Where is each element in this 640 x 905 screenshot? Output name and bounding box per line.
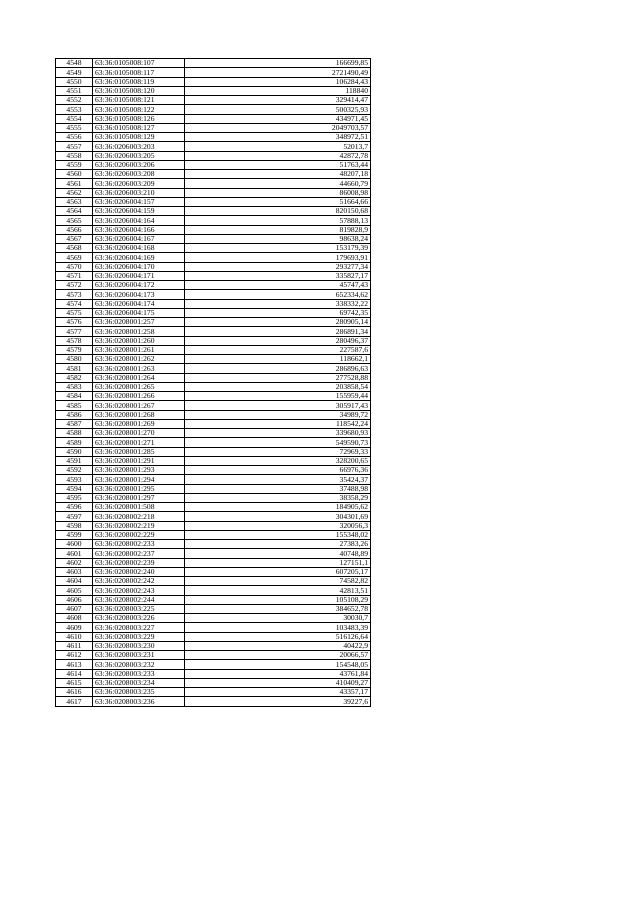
cadastral-number-cell: 63:36:0208001:262 bbox=[93, 355, 185, 364]
cadastral-number-cell: 63:36:0206004:175 bbox=[93, 308, 185, 317]
table-row bbox=[56, 299, 371, 308]
row-number-cell: 4575 bbox=[56, 308, 93, 317]
table-row bbox=[56, 401, 371, 410]
row-number-cell: 4566 bbox=[56, 225, 93, 234]
table-row bbox=[56, 160, 371, 169]
row-number-cell: 4551 bbox=[56, 86, 93, 95]
value-cell: 127151,1 bbox=[185, 558, 371, 567]
row-number-cell: 4599 bbox=[56, 530, 93, 539]
row-number-cell: 4565 bbox=[56, 216, 93, 225]
table-row bbox=[56, 493, 371, 502]
cadastral-number-cell: 63:36:0206003:208 bbox=[93, 170, 185, 179]
value-cell: 42813,51 bbox=[185, 586, 371, 595]
row-number-cell: 4592 bbox=[56, 466, 93, 475]
cadastral-number-cell: 63:36:0105008:120 bbox=[93, 86, 185, 95]
table-row bbox=[56, 123, 371, 132]
row-number-cell: 4606 bbox=[56, 595, 93, 604]
value-cell: 434971,45 bbox=[185, 114, 371, 123]
cadastral-number-cell: 63:36:0208001:266 bbox=[93, 392, 185, 401]
table-row bbox=[56, 133, 371, 142]
table-row bbox=[56, 651, 371, 660]
row-number-cell: 4574 bbox=[56, 299, 93, 308]
cadastral-number-cell: 63:36:0206004:167 bbox=[93, 234, 185, 243]
cadastral-number-cell: 63:36:0206003:210 bbox=[93, 188, 185, 197]
table-row bbox=[56, 373, 371, 382]
table-row bbox=[56, 207, 371, 216]
value-cell: 227587,6 bbox=[185, 345, 371, 354]
value-cell: 2049703,57 bbox=[185, 123, 371, 132]
cadastral-number-cell: 63:36:0208001:297 bbox=[93, 493, 185, 502]
row-number-cell: 4615 bbox=[56, 678, 93, 687]
cadastral-number-cell: 63:36:0208003:236 bbox=[93, 697, 185, 706]
row-number-cell: 4601 bbox=[56, 549, 93, 558]
value-cell: 106284,43 bbox=[185, 77, 371, 86]
row-number-cell: 4552 bbox=[56, 96, 93, 105]
table-row bbox=[56, 308, 371, 317]
value-cell: 42872,78 bbox=[185, 151, 371, 160]
row-number-cell: 4608 bbox=[56, 614, 93, 623]
cadastral-number-cell: 63:36:0208001:268 bbox=[93, 410, 185, 419]
cadastral-number-cell: 63:36:0208003:231 bbox=[93, 651, 185, 660]
row-number-cell: 4555 bbox=[56, 123, 93, 132]
row-number-cell: 4596 bbox=[56, 503, 93, 512]
row-number-cell: 4569 bbox=[56, 253, 93, 262]
table-row bbox=[56, 614, 371, 623]
table-row bbox=[56, 604, 371, 613]
row-number-cell: 4584 bbox=[56, 392, 93, 401]
table-row bbox=[56, 114, 371, 123]
table-row bbox=[56, 558, 371, 567]
cadastral-value-table bbox=[55, 58, 371, 707]
table-row bbox=[56, 484, 371, 493]
value-cell: 286891,34 bbox=[185, 327, 371, 336]
table-row bbox=[56, 586, 371, 595]
table-row bbox=[56, 456, 371, 465]
row-number-cell: 4583 bbox=[56, 382, 93, 391]
cadastral-number-cell: 63:36:0208003:235 bbox=[93, 688, 185, 697]
value-cell: 339680,93 bbox=[185, 429, 371, 438]
row-number-cell: 4548 bbox=[56, 59, 93, 68]
value-cell: 37488,98 bbox=[185, 484, 371, 493]
row-number-cell: 4611 bbox=[56, 641, 93, 650]
table-body bbox=[56, 59, 371, 707]
row-number-cell: 4556 bbox=[56, 133, 93, 142]
cadastral-number-cell: 63:36:0208003:230 bbox=[93, 641, 185, 650]
table-row bbox=[56, 234, 371, 243]
cadastral-number-cell: 63:36:0206004:173 bbox=[93, 290, 185, 299]
value-cell: 153179,39 bbox=[185, 244, 371, 253]
cadastral-number-cell: 63:36:0105008:122 bbox=[93, 105, 185, 114]
table-row bbox=[56, 68, 371, 77]
table-row bbox=[56, 216, 371, 225]
value-cell: 43761,84 bbox=[185, 669, 371, 678]
value-cell: 35424,37 bbox=[185, 475, 371, 484]
row-number-cell: 4594 bbox=[56, 484, 93, 493]
value-cell: 819828,9 bbox=[185, 225, 371, 234]
value-cell: 329414,47 bbox=[185, 96, 371, 105]
row-number-cell: 4597 bbox=[56, 512, 93, 521]
row-number-cell: 4609 bbox=[56, 623, 93, 632]
table-row bbox=[56, 179, 371, 188]
value-cell: 184905,62 bbox=[185, 503, 371, 512]
value-cell: 293277,34 bbox=[185, 262, 371, 271]
value-cell: 45747,43 bbox=[185, 281, 371, 290]
cadastral-number-cell: 63:36:0208001:260 bbox=[93, 336, 185, 345]
cadastral-number-cell: 63:36:0208002:240 bbox=[93, 567, 185, 576]
cadastral-number-cell: 63:36:0208003:234 bbox=[93, 678, 185, 687]
value-cell: 516126,64 bbox=[185, 632, 371, 641]
table-row bbox=[56, 262, 371, 271]
cadastral-number-cell: 63:36:0105008:126 bbox=[93, 114, 185, 123]
value-cell: 118662,1 bbox=[185, 355, 371, 364]
row-number-cell: 4603 bbox=[56, 567, 93, 576]
row-number-cell: 4585 bbox=[56, 401, 93, 410]
cadastral-number-cell: 63:36:0208003:227 bbox=[93, 623, 185, 632]
row-number-cell: 4589 bbox=[56, 438, 93, 447]
value-cell: 34989,72 bbox=[185, 410, 371, 419]
row-number-cell: 4586 bbox=[56, 410, 93, 419]
cadastral-number-cell: 63:36:0206004:169 bbox=[93, 253, 185, 262]
cadastral-number-cell: 63:36:0105008:121 bbox=[93, 96, 185, 105]
cadastral-number-cell: 63:36:0206004:174 bbox=[93, 299, 185, 308]
row-number-cell: 4616 bbox=[56, 688, 93, 697]
value-cell: 51664,66 bbox=[185, 197, 371, 206]
table-row bbox=[56, 660, 371, 669]
row-number-cell: 4587 bbox=[56, 419, 93, 428]
row-number-cell: 4577 bbox=[56, 327, 93, 336]
value-cell: 166699,85 bbox=[185, 59, 371, 68]
row-number-cell: 4590 bbox=[56, 447, 93, 456]
table-row bbox=[56, 577, 371, 586]
table-row bbox=[56, 429, 371, 438]
cadastral-number-cell: 63:36:0208003:232 bbox=[93, 660, 185, 669]
value-cell: 20066,57 bbox=[185, 651, 371, 660]
value-cell: 348972,51 bbox=[185, 133, 371, 142]
value-cell: 335827,17 bbox=[185, 271, 371, 280]
row-number-cell: 4593 bbox=[56, 475, 93, 484]
value-cell: 607205,17 bbox=[185, 567, 371, 576]
table-row bbox=[56, 392, 371, 401]
table-row bbox=[56, 466, 371, 475]
table-row bbox=[56, 336, 371, 345]
table-row bbox=[56, 475, 371, 484]
value-cell: 48207,18 bbox=[185, 170, 371, 179]
value-cell: 280905,14 bbox=[185, 318, 371, 327]
value-cell: 410409,27 bbox=[185, 678, 371, 687]
cadastral-number-cell: 63:36:0208001:293 bbox=[93, 466, 185, 475]
table-row bbox=[56, 105, 371, 114]
cadastral-number-cell: 63:36:0208001:270 bbox=[93, 429, 185, 438]
value-cell: 57888,13 bbox=[185, 216, 371, 225]
row-number-cell: 4612 bbox=[56, 651, 93, 660]
cadastral-number-cell: 63:36:0105008:119 bbox=[93, 77, 185, 86]
value-cell: 38358,29 bbox=[185, 493, 371, 502]
value-cell: 2721490,49 bbox=[185, 68, 371, 77]
table-row bbox=[56, 419, 371, 428]
cadastral-number-cell: 63:36:0208002:239 bbox=[93, 558, 185, 567]
cadastral-number-cell: 63:36:0208002:243 bbox=[93, 586, 185, 595]
table-row bbox=[56, 595, 371, 604]
value-cell: 43357,17 bbox=[185, 688, 371, 697]
row-number-cell: 4562 bbox=[56, 188, 93, 197]
value-cell: 652334,62 bbox=[185, 290, 371, 299]
table-row bbox=[56, 151, 371, 160]
row-number-cell: 4617 bbox=[56, 697, 93, 706]
cadastral-number-cell: 63:36:0208001:271 bbox=[93, 438, 185, 447]
value-cell: 44660,79 bbox=[185, 179, 371, 188]
cadastral-number-cell: 63:36:0206004:159 bbox=[93, 207, 185, 216]
table-row bbox=[56, 290, 371, 299]
table-row bbox=[56, 327, 371, 336]
value-cell: 103483,39 bbox=[185, 623, 371, 632]
value-cell: 154548,05 bbox=[185, 660, 371, 669]
cadastral-number-cell: 63:36:0208001:258 bbox=[93, 327, 185, 336]
row-number-cell: 4605 bbox=[56, 586, 93, 595]
value-cell: 549590,73 bbox=[185, 438, 371, 447]
table-row bbox=[56, 244, 371, 253]
row-number-cell: 4610 bbox=[56, 632, 93, 641]
value-cell: 304301,69 bbox=[185, 512, 371, 521]
value-cell: 27383,26 bbox=[185, 540, 371, 549]
row-number-cell: 4553 bbox=[56, 105, 93, 114]
value-cell: 384652,78 bbox=[185, 604, 371, 613]
cadastral-number-cell: 63:36:0206003:203 bbox=[93, 142, 185, 151]
value-cell: 39227,6 bbox=[185, 697, 371, 706]
table-row bbox=[56, 355, 371, 364]
value-cell: 155348,02 bbox=[185, 530, 371, 539]
value-cell: 277528,88 bbox=[185, 373, 371, 382]
value-cell: 280496,37 bbox=[185, 336, 371, 345]
row-number-cell: 4600 bbox=[56, 540, 93, 549]
table-row bbox=[56, 197, 371, 206]
value-cell: 338332,22 bbox=[185, 299, 371, 308]
cadastral-number-cell: 63:36:0206004:164 bbox=[93, 216, 185, 225]
value-cell: 500325,93 bbox=[185, 105, 371, 114]
row-number-cell: 4595 bbox=[56, 493, 93, 502]
table-row bbox=[56, 447, 371, 456]
row-number-cell: 4571 bbox=[56, 271, 93, 280]
value-cell: 52013,7 bbox=[185, 142, 371, 151]
row-number-cell: 4564 bbox=[56, 207, 93, 216]
row-number-cell: 4570 bbox=[56, 262, 93, 271]
value-cell: 72969,33 bbox=[185, 447, 371, 456]
row-number-cell: 4573 bbox=[56, 290, 93, 299]
value-cell: 328200,65 bbox=[185, 456, 371, 465]
row-number-cell: 4598 bbox=[56, 521, 93, 530]
row-number-cell: 4557 bbox=[56, 142, 93, 151]
table-row bbox=[56, 512, 371, 521]
table-row bbox=[56, 188, 371, 197]
table-row bbox=[56, 170, 371, 179]
row-number-cell: 4591 bbox=[56, 456, 93, 465]
row-number-cell: 4604 bbox=[56, 577, 93, 586]
cadastral-number-cell: 63:36:0206004:157 bbox=[93, 197, 185, 206]
cadastral-number-cell: 63:36:0208001:257 bbox=[93, 318, 185, 327]
cadastral-number-cell: 63:36:0206003:209 bbox=[93, 179, 185, 188]
cadastral-number-cell: 63:36:0208001:261 bbox=[93, 345, 185, 354]
row-number-cell: 4572 bbox=[56, 281, 93, 290]
row-number-cell: 4559 bbox=[56, 160, 93, 169]
table-row bbox=[56, 142, 371, 151]
cadastral-number-cell: 63:36:0208003:233 bbox=[93, 669, 185, 678]
row-number-cell: 4568 bbox=[56, 244, 93, 253]
value-cell: 118542,24 bbox=[185, 419, 371, 428]
cadastral-number-cell: 63:36:0208001:285 bbox=[93, 447, 185, 456]
row-number-cell: 4607 bbox=[56, 604, 93, 613]
value-cell: 305917,43 bbox=[185, 401, 371, 410]
value-cell: 74582,82 bbox=[185, 577, 371, 586]
cadastral-number-cell: 63:36:0208002:218 bbox=[93, 512, 185, 521]
table-row bbox=[56, 688, 371, 697]
table-row bbox=[56, 59, 371, 68]
table-row bbox=[56, 225, 371, 234]
table-row bbox=[56, 632, 371, 641]
cadastral-number-cell: 63:36:0208002:219 bbox=[93, 521, 185, 530]
table-row bbox=[56, 77, 371, 86]
row-number-cell: 4561 bbox=[56, 179, 93, 188]
value-cell: 98638,24 bbox=[185, 234, 371, 243]
table-row bbox=[56, 364, 371, 373]
table-row bbox=[56, 345, 371, 354]
table-row bbox=[56, 503, 371, 512]
cadastral-number-cell: 63:36:0208001:269 bbox=[93, 419, 185, 428]
table-row bbox=[56, 318, 371, 327]
value-cell: 179693,91 bbox=[185, 253, 371, 262]
cadastral-number-cell: 63:36:0206003:205 bbox=[93, 151, 185, 160]
cadastral-number-cell: 63:36:0208003:229 bbox=[93, 632, 185, 641]
row-number-cell: 4560 bbox=[56, 170, 93, 179]
cadastral-number-cell: 63:36:0208001:263 bbox=[93, 364, 185, 373]
cadastral-number-cell: 63:36:0206004:168 bbox=[93, 244, 185, 253]
value-cell: 320056,3 bbox=[185, 521, 371, 530]
table-row bbox=[56, 669, 371, 678]
value-cell: 820150,68 bbox=[185, 207, 371, 216]
table-row bbox=[56, 281, 371, 290]
cadastral-number-cell: 63:36:0206004:172 bbox=[93, 281, 185, 290]
row-number-cell: 4558 bbox=[56, 151, 93, 160]
value-cell: 40748,89 bbox=[185, 549, 371, 558]
row-number-cell: 4602 bbox=[56, 558, 93, 567]
cadastral-number-cell: 63:36:0105008:129 bbox=[93, 133, 185, 142]
cadastral-number-cell: 63:36:0208003:226 bbox=[93, 614, 185, 623]
cadastral-number-cell: 63:36:0208001:295 bbox=[93, 484, 185, 493]
cadastral-number-cell: 63:36:0208001:267 bbox=[93, 401, 185, 410]
row-number-cell: 4579 bbox=[56, 345, 93, 354]
table-row bbox=[56, 521, 371, 530]
table-row bbox=[56, 86, 371, 95]
value-cell: 30030,7 bbox=[185, 614, 371, 623]
table-row bbox=[56, 623, 371, 632]
cadastral-number-cell: 63:36:0208002:244 bbox=[93, 595, 185, 604]
table-row bbox=[56, 530, 371, 539]
table-row bbox=[56, 549, 371, 558]
row-number-cell: 4563 bbox=[56, 197, 93, 206]
value-cell: 155959,44 bbox=[185, 392, 371, 401]
cadastral-number-cell: 63:36:0105008:127 bbox=[93, 123, 185, 132]
value-cell: 40422,9 bbox=[185, 641, 371, 650]
table-row bbox=[56, 96, 371, 105]
value-cell: 69742,35 bbox=[185, 308, 371, 317]
cadastral-number-cell: 63:36:0206003:206 bbox=[93, 160, 185, 169]
table-row bbox=[56, 540, 371, 549]
value-cell: 203858,54 bbox=[185, 382, 371, 391]
cadastral-number-cell: 63:36:0208003:225 bbox=[93, 604, 185, 613]
cadastral-number-cell: 63:36:0208001:264 bbox=[93, 373, 185, 382]
row-number-cell: 4550 bbox=[56, 77, 93, 86]
value-cell: 286896,63 bbox=[185, 364, 371, 373]
table-row bbox=[56, 641, 371, 650]
table-row bbox=[56, 253, 371, 262]
cadastral-number-cell: 63:36:0206004:166 bbox=[93, 225, 185, 234]
value-cell: 66976,36 bbox=[185, 466, 371, 475]
table-row bbox=[56, 567, 371, 576]
row-number-cell: 4554 bbox=[56, 114, 93, 123]
row-number-cell: 4549 bbox=[56, 68, 93, 77]
row-number-cell: 4582 bbox=[56, 373, 93, 382]
row-number-cell: 4613 bbox=[56, 660, 93, 669]
table-row bbox=[56, 410, 371, 419]
cadastral-number-cell: 63:36:0206004:171 bbox=[93, 271, 185, 280]
table-row bbox=[56, 382, 371, 391]
cadastral-number-cell: 63:36:0208002:233 bbox=[93, 540, 185, 549]
cadastral-number-cell: 63:36:0208002:242 bbox=[93, 577, 185, 586]
table-row bbox=[56, 271, 371, 280]
cadastral-number-cell: 63:36:0208001:294 bbox=[93, 475, 185, 484]
value-cell: 51763,44 bbox=[185, 160, 371, 169]
cadastral-number-cell: 63:36:0105008:107 bbox=[93, 59, 185, 68]
cadastral-number-cell: 63:36:0208002:229 bbox=[93, 530, 185, 539]
row-number-cell: 4614 bbox=[56, 669, 93, 678]
row-number-cell: 4588 bbox=[56, 429, 93, 438]
table-row bbox=[56, 438, 371, 447]
row-number-cell: 4581 bbox=[56, 364, 93, 373]
table-row bbox=[56, 697, 371, 706]
row-number-cell: 4576 bbox=[56, 318, 93, 327]
row-number-cell: 4567 bbox=[56, 234, 93, 243]
row-number-cell: 4578 bbox=[56, 336, 93, 345]
value-cell: 86008,98 bbox=[185, 188, 371, 197]
cadastral-number-cell: 63:36:0208001:265 bbox=[93, 382, 185, 391]
value-cell: 118840 bbox=[185, 86, 371, 95]
cadastral-number-cell: 63:36:0208001:291 bbox=[93, 456, 185, 465]
cadastral-number-cell: 63:36:0105008:117 bbox=[93, 68, 185, 77]
cadastral-number-cell: 63:36:0208002:237 bbox=[93, 549, 185, 558]
cadastral-number-cell: 63:36:0206004:170 bbox=[93, 262, 185, 271]
table-row bbox=[56, 678, 371, 687]
value-cell: 105108,29 bbox=[185, 595, 371, 604]
cadastral-number-cell: 63:36:0208001:508 bbox=[93, 503, 185, 512]
row-number-cell: 4580 bbox=[56, 355, 93, 364]
